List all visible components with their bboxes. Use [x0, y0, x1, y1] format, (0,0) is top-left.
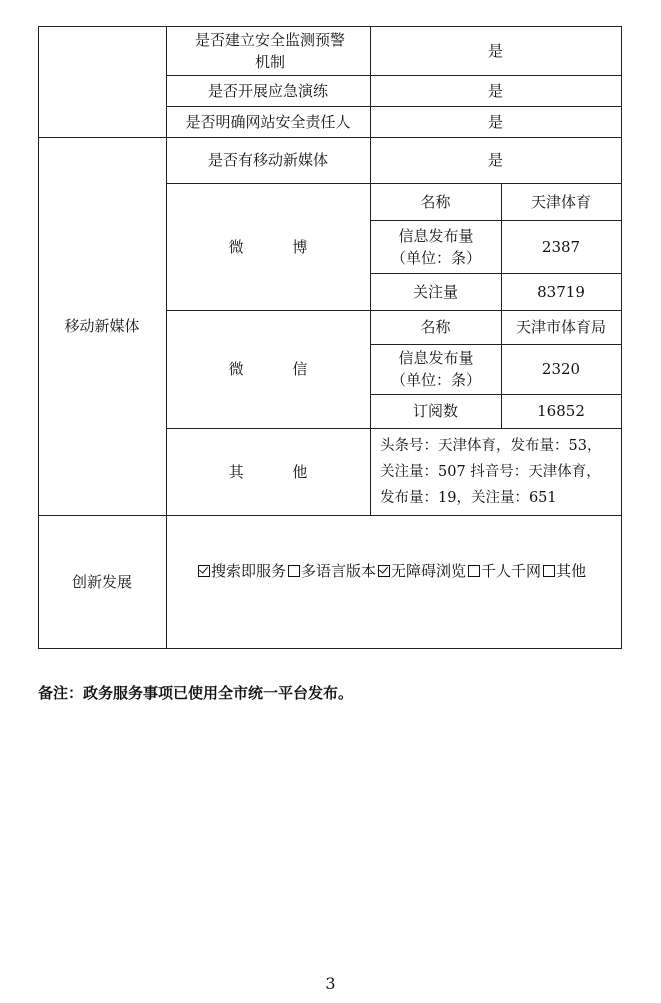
wechat-posts-value: 2320	[541, 360, 581, 378]
footnote: 备注：政务服务事项已使用全市统一平台发布。	[38, 684, 354, 702]
has-mobile-media-value: 是	[487, 151, 503, 169]
weibo-follow-value: 83719	[537, 282, 585, 301]
accessibility-checkbox[interactable]	[378, 565, 390, 577]
has-mobile-media-label: 是否有移动新媒体	[207, 151, 328, 169]
wechat-name-value: 天津市体育局	[515, 318, 606, 336]
weibo-label: 微 博	[228, 237, 330, 256]
weibo-posts-label: 信息发布量（单位：条）	[390, 226, 481, 267]
wechat-label: 微 信	[228, 360, 330, 378]
security-value-drill: 是	[487, 81, 503, 100]
weibo-name-value: 天津体育	[530, 192, 591, 211]
security-value-monitoring: 是	[487, 41, 503, 60]
security-label-responsible: 是否明确网站安全责任人	[185, 112, 351, 131]
weibo-follow-label: 关注量	[412, 282, 458, 301]
security-label-monitoring: 是否建立安全监测预警机制	[194, 30, 345, 71]
wechat-posts-label: 信息发布量（单位：条）	[390, 349, 481, 389]
accessibility-label: 无障碍浏览	[391, 562, 467, 580]
wechat-name-label: 名称	[420, 318, 451, 336]
innovation-category: 创新发展	[71, 572, 132, 591]
security-label-drill: 是否开展应急演练	[207, 81, 328, 100]
other-innovation-checkbox[interactable]	[543, 565, 555, 577]
mobile-media-category: 移动新媒体	[64, 317, 140, 335]
other-innovation-label: 其他	[556, 562, 587, 580]
weibo-name-label: 名称	[420, 192, 451, 211]
search-as-service-checkbox[interactable]	[198, 565, 210, 577]
multilingual-checkbox[interactable]	[288, 565, 300, 577]
wechat-subs-label: 订阅数	[412, 402, 458, 420]
wechat-subs-value: 16852	[537, 402, 585, 420]
security-value-responsible: 是	[487, 112, 503, 131]
page-number: 3	[325, 974, 336, 993]
personalized-site-label: 千人千网	[481, 562, 542, 580]
multilingual-label: 多语言版本	[301, 562, 377, 580]
other-media-label: 其 他	[228, 462, 330, 481]
innovation-options	[196, 560, 626, 582]
other-media-details: 头条号：天津体育，发布量：53，关注量：507 抖音号：天津体育，发布量：19，关注量：651	[380, 437, 602, 506]
personalized-site-checkbox[interactable]	[468, 565, 480, 577]
search-as-service-label: 搜索即服务	[211, 562, 287, 580]
weibo-posts-value: 2387	[541, 237, 581, 256]
